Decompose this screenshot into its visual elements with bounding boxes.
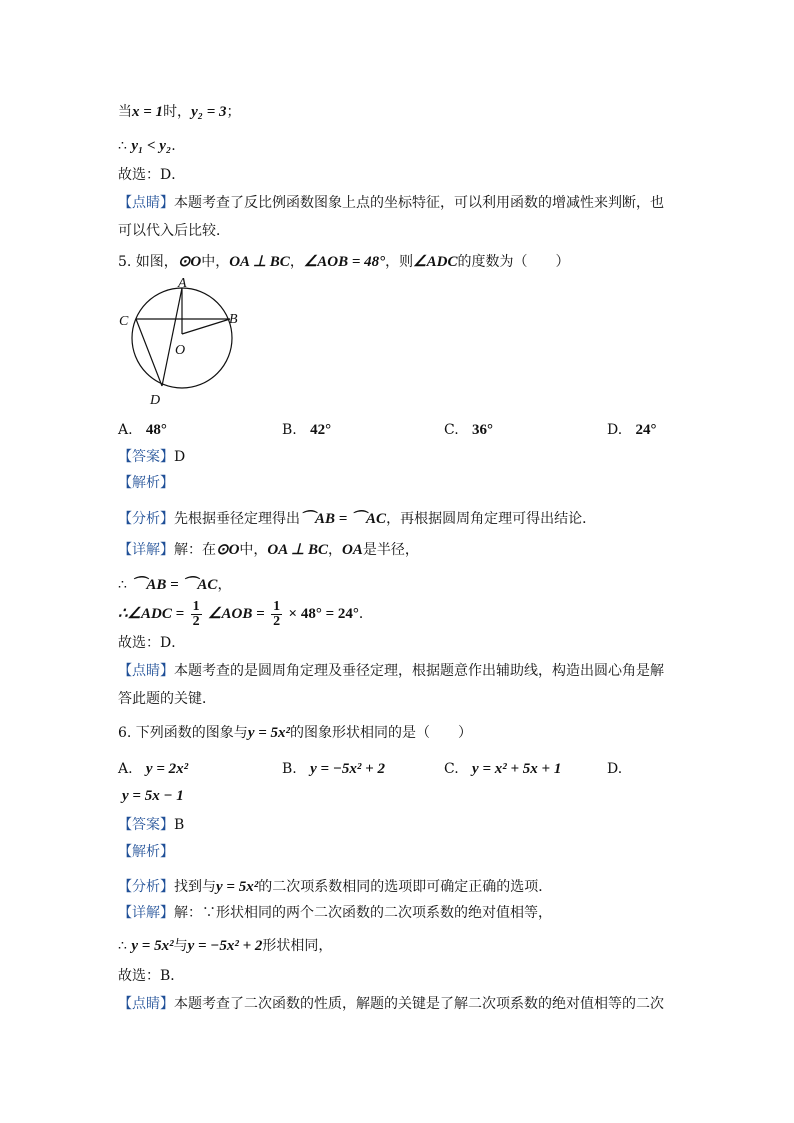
math-expr: ∠ADC bbox=[413, 254, 458, 270]
prev-choose: 故选：D． bbox=[118, 167, 186, 183]
therefore-symbol: ∴ bbox=[118, 577, 132, 593]
text: 是半径， bbox=[362, 542, 419, 558]
detail-tag: 【详解】 bbox=[118, 905, 174, 921]
q6-answer bbox=[118, 816, 184, 834]
text: 中， bbox=[201, 254, 230, 270]
option-letter: D. bbox=[607, 422, 623, 438]
prev-dianjing bbox=[118, 194, 664, 212]
text: 5. 如图， bbox=[118, 254, 178, 270]
math-expr: y = 5x² bbox=[247, 725, 291, 741]
q6-choose: 故选：B． bbox=[118, 968, 185, 984]
segment-da bbox=[162, 288, 182, 386]
math-expr: ⌒AB = ⌒AC bbox=[300, 511, 387, 527]
text: 本题考查了二次函数的性质，解题的关键是了解二次项系数的绝对值相等的二次 bbox=[174, 996, 664, 1012]
answer-value: B bbox=[174, 817, 185, 833]
q5-detail bbox=[118, 541, 419, 559]
q5-option-b bbox=[282, 421, 331, 439]
answer-tag: 【答案】 bbox=[118, 817, 174, 833]
option-value: y = 5x − 1 bbox=[122, 788, 184, 804]
q6-option-d-value bbox=[122, 787, 184, 805]
label-c: C bbox=[119, 314, 129, 329]
frac-denominator: 2 bbox=[273, 613, 281, 629]
text: . bbox=[171, 138, 176, 154]
q5-option-c bbox=[444, 421, 493, 439]
dianjing-tag: 【点睛】 bbox=[118, 996, 174, 1012]
math-expr: ∠AOB = bbox=[208, 606, 265, 622]
q6-option-b bbox=[282, 760, 385, 778]
circle-figure bbox=[112, 276, 252, 410]
q5-analysis-tag: 【解析】 bbox=[118, 475, 174, 491]
q5-dianjing bbox=[118, 662, 664, 680]
text: 先根据垂径定理得出 bbox=[174, 511, 300, 527]
option-value: 42° bbox=[310, 422, 332, 438]
option-letter: A. bbox=[118, 422, 133, 438]
math-expr: ⌒AB = ⌒AC bbox=[131, 577, 218, 593]
math-expr: OA ⊥ BC bbox=[267, 542, 328, 558]
text: 与 bbox=[173, 938, 188, 954]
q6-option-d-letter: D. bbox=[607, 761, 623, 777]
option-value: 36° bbox=[472, 422, 494, 438]
option-letter: B. bbox=[282, 422, 297, 438]
q6-step-1 bbox=[118, 937, 332, 955]
prev-line-1 bbox=[118, 103, 241, 121]
therefore-symbol: ∴ bbox=[118, 138, 132, 154]
q6-option-c bbox=[444, 760, 561, 778]
fenxi-tag: 【分析】 bbox=[118, 511, 174, 527]
q5-option-d bbox=[607, 421, 657, 439]
q5-choose: 故选：D． bbox=[118, 635, 186, 651]
option-letter: A. bbox=[118, 761, 133, 777]
text: ，则 bbox=[385, 254, 414, 270]
math-expr: ∴∠ADC = bbox=[118, 606, 185, 622]
q5-step-1 bbox=[118, 576, 231, 594]
q5-fenxi bbox=[118, 510, 596, 528]
text: 的二次项系数相同的选项即可确定正确的选项． bbox=[258, 879, 553, 895]
q5-dianjing-cont: 答此题的关键． bbox=[118, 691, 216, 707]
math-expr: OA ⊥ BC bbox=[229, 254, 290, 270]
text: 找到与 bbox=[174, 879, 216, 895]
q6-dianjing bbox=[118, 995, 664, 1013]
fraction-half bbox=[271, 600, 282, 629]
text: ，再根据圆周角定理可得出结论． bbox=[386, 511, 597, 527]
dianjing-tag: 【点睛】 bbox=[118, 663, 174, 679]
label-a: A bbox=[178, 276, 187, 291]
math-expr: y₂ = 3 bbox=[191, 104, 227, 120]
option-value: y = 2x² bbox=[145, 761, 189, 777]
text: 当 bbox=[118, 104, 132, 120]
option-letter: C. bbox=[444, 422, 459, 438]
frac-numerator: 1 bbox=[192, 598, 200, 614]
therefore-symbol: ∴ bbox=[118, 938, 132, 954]
option-value: 24° bbox=[635, 422, 657, 438]
text: 中， bbox=[239, 542, 268, 558]
text: ． bbox=[358, 606, 373, 622]
math-expr: y₁ < y₂ bbox=[131, 138, 172, 154]
text: ， bbox=[217, 577, 232, 593]
fraction-half bbox=[191, 600, 202, 629]
q5-step-2 bbox=[118, 597, 373, 631]
math-expr: y = 5x² bbox=[216, 879, 259, 895]
text: ， bbox=[289, 254, 304, 270]
text: 本题考查了反比例函数图象上点的坐标特征，可以利用函数的增减性来判断，也 bbox=[174, 195, 664, 211]
q5-option-a bbox=[118, 421, 167, 439]
q6-detail bbox=[118, 904, 552, 922]
text: 6. 下列函数的图象与 bbox=[118, 725, 248, 741]
q6-stem bbox=[118, 724, 472, 742]
segment-ob bbox=[182, 319, 230, 334]
text: 形状相同， bbox=[262, 938, 333, 954]
q5-stem bbox=[118, 253, 569, 271]
text: 本题考查的是圆周角定理及垂径定理，根据题意作出辅助线，构造出圆心角是解 bbox=[174, 663, 664, 679]
math-expr: OA bbox=[342, 542, 363, 558]
math-expr: × 48° = 24° bbox=[288, 606, 359, 622]
math-expr: ⊙O bbox=[177, 254, 202, 270]
option-letter: C. bbox=[444, 761, 459, 777]
math-expr: y = −5x² + 2 bbox=[187, 938, 263, 954]
label-b: B bbox=[229, 312, 238, 327]
text: 解：在 bbox=[174, 542, 216, 558]
math-expr: ∠AOB = 48° bbox=[303, 254, 386, 270]
dianjing-tag: 【点睛】 bbox=[118, 195, 174, 211]
math-expr: x = 1 bbox=[132, 104, 164, 120]
text: 的度数为（ ） bbox=[457, 254, 570, 270]
detail-tag: 【详解】 bbox=[118, 542, 174, 558]
q6-option-a bbox=[118, 760, 188, 778]
answer-tag: 【答案】 bbox=[118, 449, 174, 465]
option-value: y = x² + 5x + 1 bbox=[472, 761, 562, 777]
fenxi-tag: 【分析】 bbox=[118, 879, 174, 895]
label-o: O bbox=[175, 343, 186, 358]
label-d: D bbox=[150, 393, 161, 408]
q6-analysis-tag: 【解析】 bbox=[118, 844, 174, 860]
option-letter: B. bbox=[282, 761, 297, 777]
q6-fenxi bbox=[118, 878, 552, 896]
text: ， bbox=[328, 542, 342, 558]
text: 的图象形状相同的是（ ） bbox=[290, 725, 473, 741]
option-value: 48° bbox=[145, 422, 167, 438]
prev-dianjing-cont: 可以代入后比较． bbox=[118, 223, 230, 239]
math-expr: ⊙O bbox=[216, 542, 240, 558]
q5-answer bbox=[118, 448, 185, 466]
frac-numerator: 1 bbox=[273, 598, 281, 614]
answer-value: D bbox=[174, 449, 186, 465]
prev-line-2 bbox=[118, 137, 176, 155]
text: 时， bbox=[163, 104, 192, 120]
math-expr: y = 5x² bbox=[131, 938, 174, 954]
option-value: y = −5x² + 2 bbox=[310, 761, 385, 777]
frac-denominator: 2 bbox=[192, 613, 200, 629]
text: 解：∵形状相同的两个二次函数的二次项系数的绝对值相等， bbox=[174, 905, 552, 921]
text: ； bbox=[226, 104, 241, 120]
